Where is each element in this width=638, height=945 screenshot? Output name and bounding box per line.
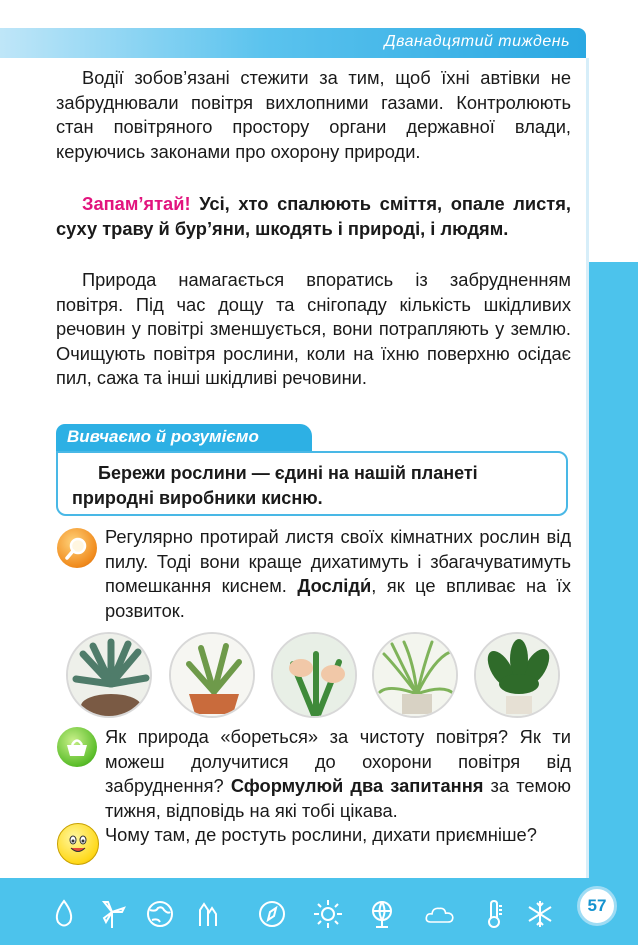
photo-peace-lily	[474, 632, 560, 718]
sun-icon	[312, 898, 344, 930]
drop-icon	[48, 898, 80, 930]
smiley-icon	[57, 823, 99, 865]
section-tab-label: Вивчаємо й розуміємо	[67, 427, 259, 446]
crystals-icon	[192, 898, 224, 930]
section-tab	[56, 424, 312, 451]
task-dust-end: , як це впливає на їх розвиток.	[105, 575, 572, 621]
task-plants-air: Чому там, де ростуть рослини, дихати приємніше?	[105, 824, 537, 845]
plant-photos	[66, 632, 566, 718]
page-number: 57	[577, 886, 617, 926]
compass-icon	[256, 898, 288, 930]
note-text	[72, 461, 562, 511]
thermometer-icon	[478, 898, 510, 930]
magnifier-icon	[57, 528, 97, 568]
task-questions-bold: Сформулюй два запитання	[230, 775, 484, 797]
paragraph-remember	[56, 192, 571, 241]
basket-icon	[57, 727, 97, 767]
paragraph-drivers: Водії зобов’язані стежити за тим, щоб їхні автівки не забруднювали повітря вихлопними газами. Контролюють стан повітряного простору органи державної влади, керуючись законами про охорону природи.	[56, 67, 571, 162]
note-line-1: Бережи рослини — єдині на нашій планеті	[98, 463, 478, 483]
footer-bar	[0, 878, 638, 945]
note-box	[56, 451, 568, 516]
remember-label: Запам’ятай!	[82, 193, 191, 214]
side-background	[586, 0, 638, 945]
remember-text: Усі, хто спалюють сміття, опале листя, суху траву й бур’яни, шкодять і природі, і людям.	[56, 193, 571, 239]
cloud-icon	[424, 898, 456, 930]
snowflake-icon	[524, 898, 556, 930]
paragraph-nature: Природа намагається впоратись із забрудненням повітря. Під час дощу та снігопаду кількість шкідливих речовин у повітрі зменшується, вони потрапляють у землю. Очищують повітря рослини, коли на їхню поверхню осідає пил, сажа та інші шкідливі речовини.	[56, 269, 571, 389]
windmill-icon	[96, 898, 128, 930]
week-title: Дванадцятий тиждень	[384, 33, 570, 50]
task-questions-text: Як природа «бореться» за чистоту повітря? Як ти можеш долучитися до охорони повітря від забруднення?	[105, 726, 571, 797]
photo-wiping-leaves	[271, 632, 357, 718]
task-dust-text: Регулярно протирай листя своїх кімнатних рослин від пилу. Тоді вони краще дихатимуть і збагачуватимуть помешкання киснем.	[105, 526, 571, 597]
page-header	[0, 28, 586, 58]
globe-stand-icon	[366, 898, 398, 930]
globe-icon	[144, 898, 176, 930]
task-questions-end: за темою тижня, відповідь на які тобі цікава.	[105, 775, 571, 821]
note-line-2: природні виробники кисню.	[72, 488, 323, 508]
photo-spider-plant	[372, 632, 458, 718]
task-questions	[105, 725, 571, 823]
photo-haworthia	[66, 632, 152, 718]
photo-aloe	[169, 632, 255, 718]
task-dust	[105, 525, 571, 623]
task-dust-bold: Досліди́	[297, 575, 372, 597]
